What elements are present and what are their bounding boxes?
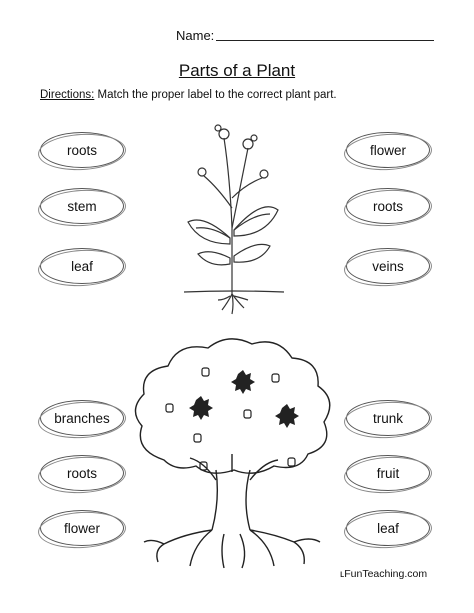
plant-label-right-2[interactable]: roots: [346, 188, 430, 224]
name-line[interactable]: [216, 40, 434, 41]
plant-illustration: [174, 118, 294, 318]
footer-site: ʟFunTeaching.com: [340, 568, 428, 580]
directions: [40, 89, 337, 101]
tree-illustration: [124, 330, 344, 570]
tree-label-right-1[interactable]: trunk: [346, 400, 430, 436]
tree-label-left-1[interactable]: branches: [40, 400, 124, 436]
plant-label-right-3[interactable]: veins: [346, 248, 430, 284]
plant-label-left-1[interactable]: roots: [40, 132, 124, 168]
plant-label-left-3[interactable]: leaf: [40, 248, 124, 284]
directions-text: Match the proper label to the correct plant part.: [94, 89, 337, 101]
tree-label-left-3[interactable]: flower: [40, 510, 124, 546]
plant-label-right-1[interactable]: flower: [346, 132, 430, 168]
tree-label-right-3[interactable]: leaf: [346, 510, 430, 546]
tree-label-right-2[interactable]: fruit: [346, 455, 430, 491]
tree-label-left-2[interactable]: roots: [40, 455, 124, 491]
worksheet-title: Parts of a Plant: [178, 61, 296, 80]
name-label: Name:: [176, 28, 215, 43]
directions-label: Directions:: [40, 89, 95, 101]
plant-label-left-2[interactable]: stem: [40, 188, 124, 224]
